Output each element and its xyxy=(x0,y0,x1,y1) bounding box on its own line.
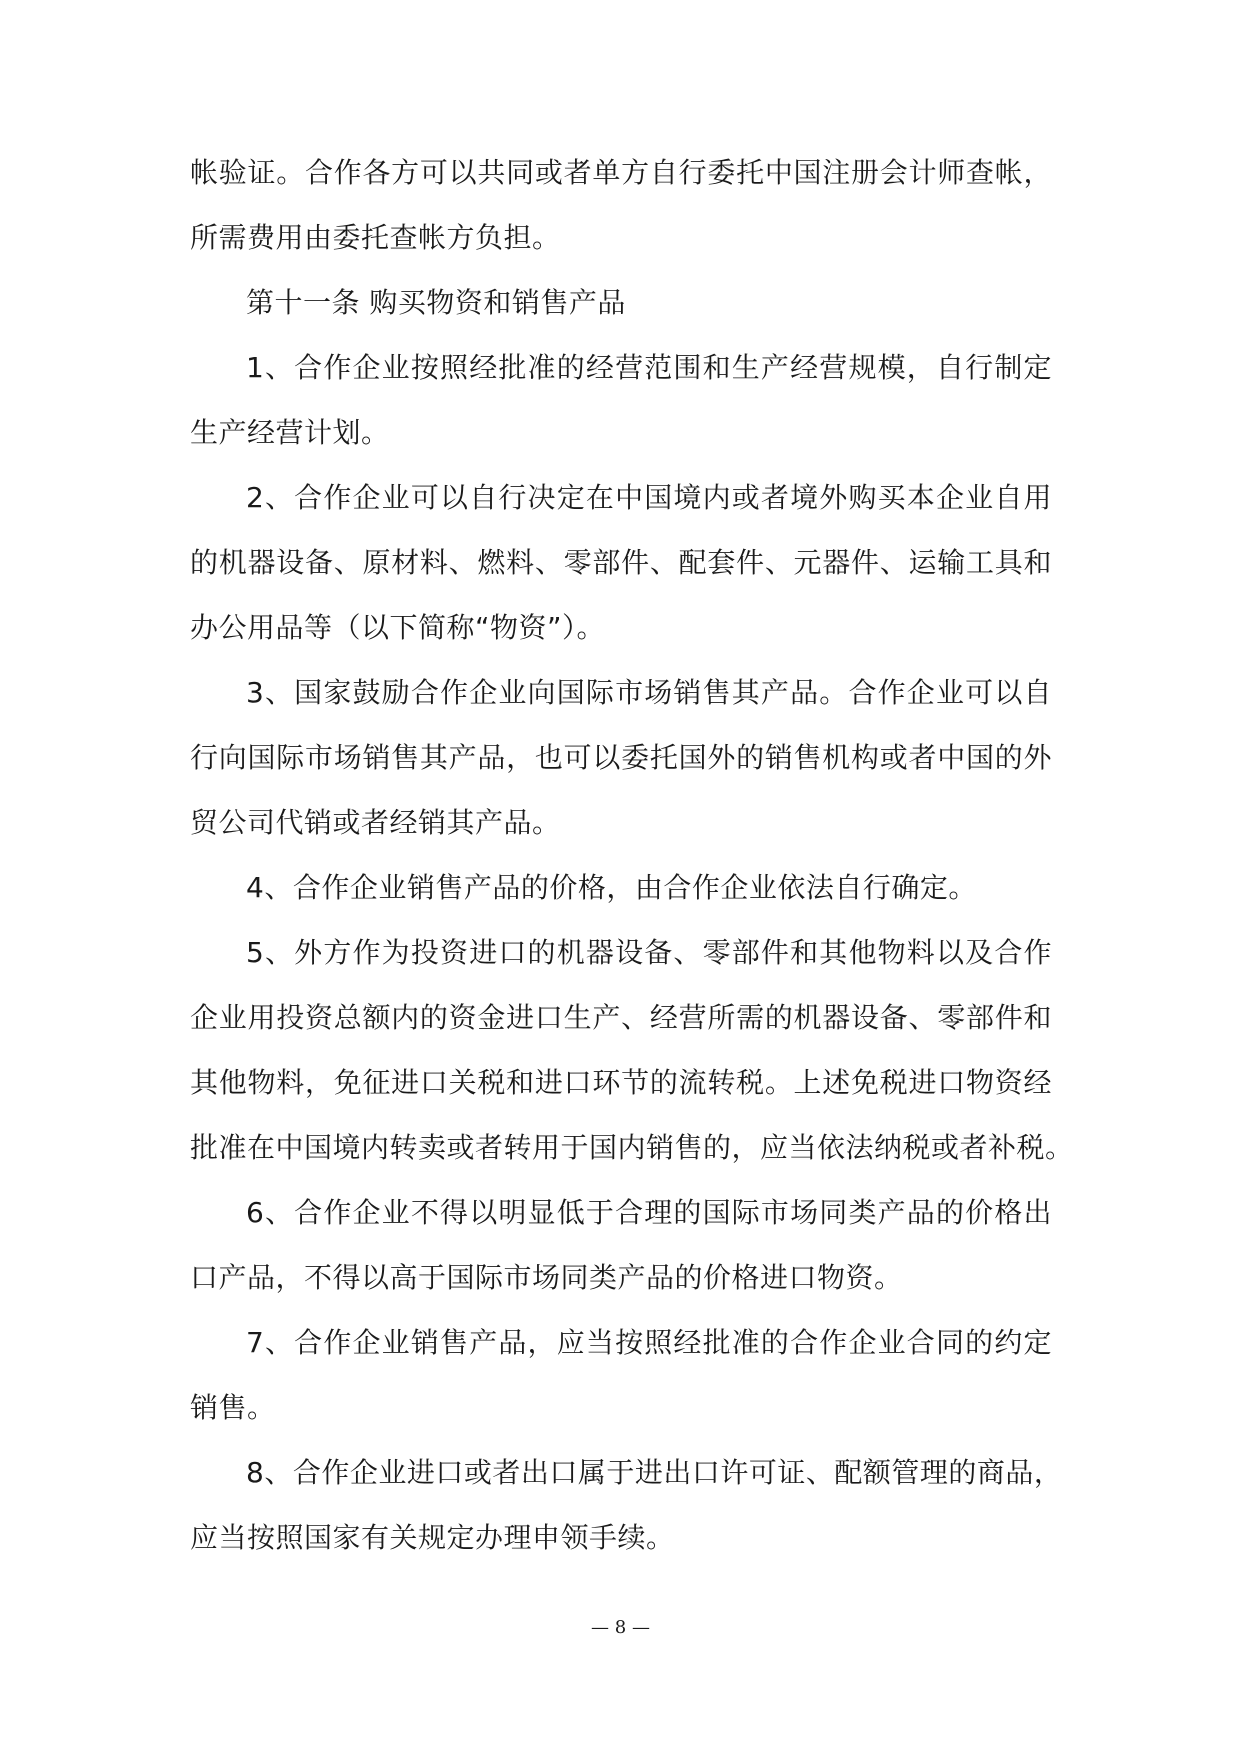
text-line: 销售。 xyxy=(190,1391,276,1424)
list-item xyxy=(190,920,1074,1180)
list-item xyxy=(190,465,1052,660)
text-line: 8、合作企业进口或者出口属于进出口许可证、配额管理的商品， xyxy=(246,1456,1063,1489)
list-item xyxy=(190,855,1052,920)
text-line: 3、国家鼓励合作企业向国际市场销售其产品。合作企业可以自 xyxy=(246,676,1052,709)
text-line: 6、合作企业不得以明显低于合理的国际市场同类产品的价格出 xyxy=(246,1196,1052,1229)
list-item xyxy=(190,1310,1052,1440)
text-line: 贸公司代销或者经销其产品。 xyxy=(190,806,561,839)
list-item xyxy=(190,335,1052,465)
text-line: 批准在中国境内转卖或者转用于国内销售的，应当依法纳税或者补税。 xyxy=(190,1131,1074,1164)
list-item xyxy=(190,660,1052,855)
document-body xyxy=(190,140,1074,1570)
list-item xyxy=(190,1180,1052,1310)
text-line: 4、合作企业销售产品的价格，由合作企业依法自行确定。 xyxy=(246,871,977,904)
text-line: 其他物料，免征进口关税和进口环节的流转税。上述免税进口物资经 xyxy=(190,1066,1052,1099)
list-item xyxy=(190,1440,1063,1570)
text-line: 的机器设备、原材料、燃料、零部件、配套件、元器件、运输工具和 xyxy=(190,546,1052,579)
text-line: 行向国际市场销售其产品，也可以委托国外的销售机构或者中国的外 xyxy=(190,741,1052,774)
text-line: 应当按照国家有关规定办理申领手续。 xyxy=(190,1521,675,1554)
text-line: 办公用品等（以下简称“物资”）。 xyxy=(190,611,606,644)
article-heading xyxy=(190,270,1052,335)
text-line: 1、合作企业按照经批准的经营范围和生产经营规模，自行制定 xyxy=(246,351,1052,384)
text-line: 5、外方作为投资进口的机器设备、零部件和其他物料以及合作 xyxy=(246,936,1052,969)
text-line: 口产品，不得以高于国际市场同类产品的价格进口物资。 xyxy=(190,1261,903,1294)
heading-line: 第十一条 购买物资和销售产品 xyxy=(246,286,626,319)
text-line: 2、合作企业可以自行决定在中国境内或者境外购买本企业自用 xyxy=(246,481,1052,514)
text-line: 企业用投资总额内的资金进口生产、经营所需的机器设备、零部件和 xyxy=(190,1001,1052,1034)
text-line: 7、合作企业销售产品，应当按照经批准的合作企业合同的约定 xyxy=(246,1326,1052,1359)
text-line: 生产经营计划。 xyxy=(190,416,390,449)
text-line: 帐验证。合作各方可以共同或者单方自行委托中国注册会计师查帐， xyxy=(190,156,1052,189)
text-line: 所需费用由委托查帐方负担。 xyxy=(190,221,561,254)
page-number: — 8 — xyxy=(591,1617,650,1638)
paragraph-continuation xyxy=(190,140,1052,270)
